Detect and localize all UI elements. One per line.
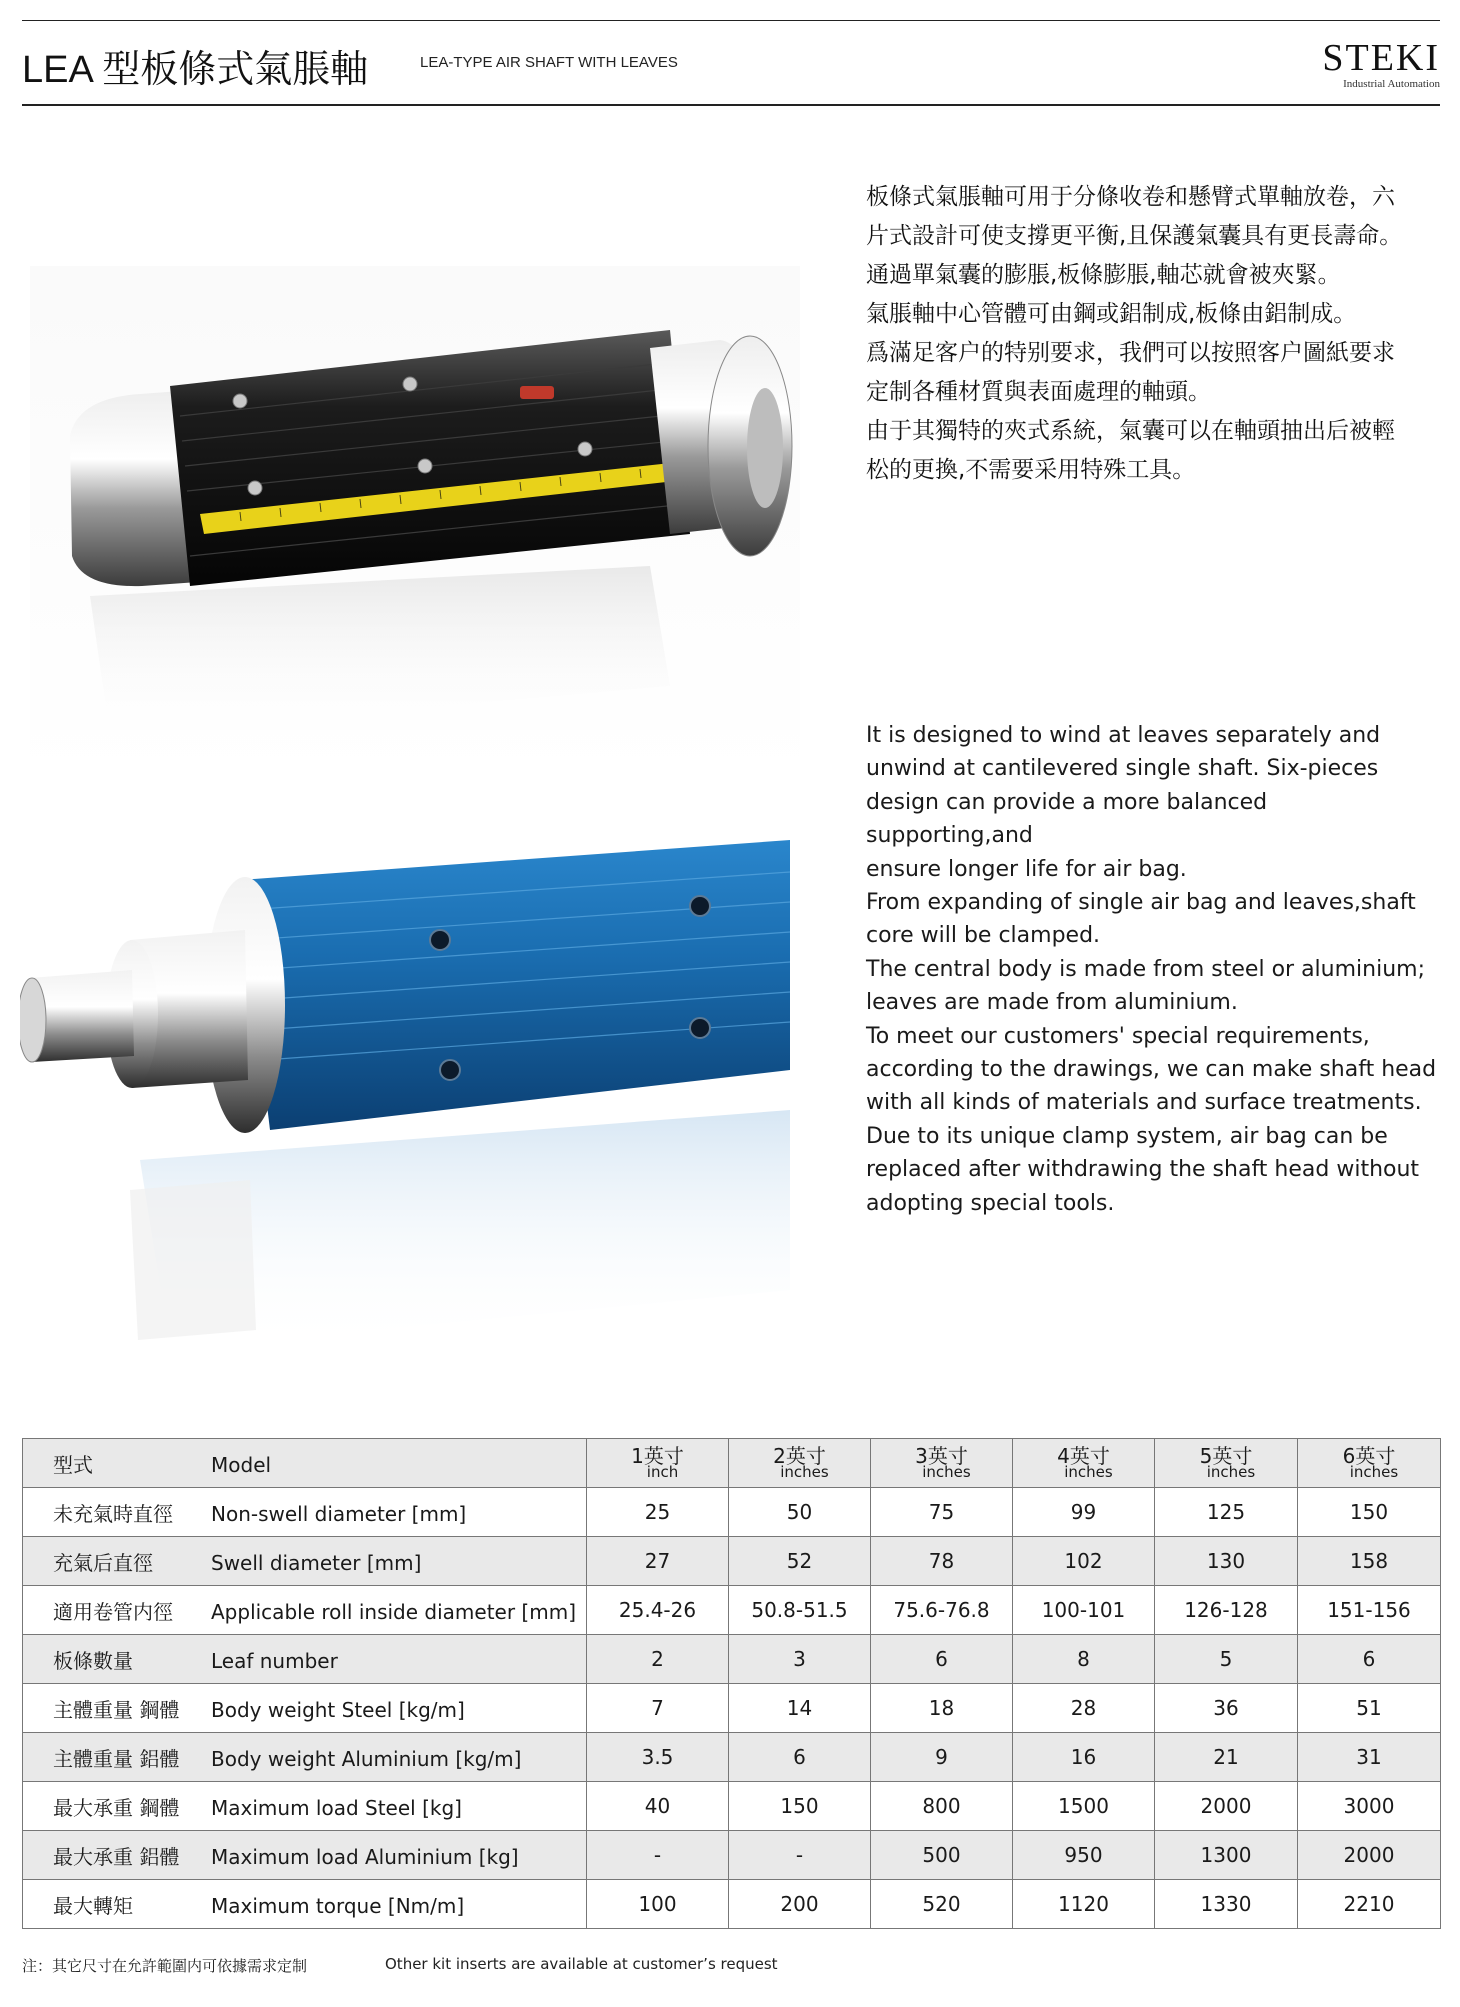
table-row xyxy=(23,1635,1441,1684)
table-cell: 2000 xyxy=(1298,1831,1441,1880)
description-en xyxy=(866,719,1440,1220)
description-en-line: ensure longer life for air bag. xyxy=(866,856,1187,882)
header-size-zh: 5英寸 xyxy=(1199,1444,1253,1468)
row-label-zh: 主體重量 鋼體 xyxy=(53,1697,180,1722)
page-title: LEA 型板條式氣脹軸 xyxy=(22,49,369,91)
table-cell: 125 xyxy=(1155,1488,1298,1537)
table-row xyxy=(23,1488,1441,1537)
row-label-zh: 主體重量 鋁體 xyxy=(53,1746,180,1771)
table-cell: 51 xyxy=(1298,1684,1441,1733)
table-row xyxy=(23,1537,1441,1586)
description-zh xyxy=(866,178,1440,490)
description-zh-line: 松的更換,不需要采用特殊工具。 xyxy=(866,457,1196,483)
table-row xyxy=(23,1782,1441,1831)
description-zh-line: 片式設計可使支撐更平衡,且保護氣囊具有更長壽命。 xyxy=(866,223,1403,249)
table-cell: 800 xyxy=(871,1782,1013,1831)
header-size-zh: 6英寸 xyxy=(1342,1444,1396,1468)
row-label-zh: 最大承重 鋁體 xyxy=(53,1844,180,1869)
table-cell: 78 xyxy=(871,1537,1013,1586)
table-cell: 25 xyxy=(587,1488,729,1537)
header-size-zh: 2英寸 xyxy=(773,1444,826,1468)
table-cell: 28 xyxy=(1013,1684,1155,1733)
header-size-unit: inch xyxy=(646,1463,679,1481)
row-label xyxy=(23,1586,587,1635)
header-size-unit: inches xyxy=(922,1463,971,1481)
row-label-zh: 未充氣時直徑 xyxy=(53,1501,173,1526)
header-size-unit: inches xyxy=(1349,1463,1399,1481)
table-cell: 7 xyxy=(587,1684,729,1733)
header-model-zh: 型式 xyxy=(53,1452,93,1477)
row-label-zh: 最大承重 鋼體 xyxy=(53,1795,180,1820)
description-zh-line: 氣脹軸中心管體可由鋼或鋁制成,板條由鋁制成。 xyxy=(866,301,1357,327)
table-cell: 52 xyxy=(729,1537,871,1586)
table-row xyxy=(23,1684,1441,1733)
table-row xyxy=(23,1586,1441,1635)
row-label xyxy=(23,1733,587,1782)
table-cell: 6 xyxy=(729,1733,871,1782)
table-row xyxy=(23,1880,1441,1929)
description-en-line: replaced after withdrawing the shaft head without xyxy=(866,1157,1420,1183)
row-label-zh: 適用卷管内徑 xyxy=(53,1599,173,1624)
table-cell: 36 xyxy=(1155,1684,1298,1733)
table-cell: 3000 xyxy=(1298,1782,1441,1831)
row-label-en: Body weight Aluminium [kg/m] xyxy=(211,1746,522,1771)
table-cell: 2000 xyxy=(1155,1782,1298,1831)
table-cell: 100 xyxy=(587,1880,729,1929)
table-cell: 3.5 xyxy=(587,1733,729,1782)
table-cell: 50 xyxy=(729,1488,871,1537)
table-cell: 2 xyxy=(587,1635,729,1684)
row-label-en: Applicable roll inside diameter [mm] xyxy=(211,1599,576,1624)
table-cell: 1330 xyxy=(1155,1880,1298,1929)
table-cell: 100-101 xyxy=(1013,1586,1155,1635)
spec-table xyxy=(22,1438,1441,1929)
row-label-en: Non-swell diameter [mm] xyxy=(211,1501,467,1526)
description-zh-line: 爲滿足客户的特别要求，我們可以按照客户圖紙要求 xyxy=(866,340,1395,366)
table-cell: 200 xyxy=(729,1880,871,1929)
row-label xyxy=(23,1782,587,1831)
description-en-line: leaves are made from aluminium. xyxy=(866,990,1238,1016)
row-label-en: Body weight Steel [kg/m] xyxy=(211,1697,465,1722)
table-cell: 1300 xyxy=(1155,1831,1298,1880)
description-en-line: adopting special tools. xyxy=(866,1190,1115,1216)
brand-logo xyxy=(1300,36,1440,92)
table-cell: 50.8-51.5 xyxy=(729,1586,871,1635)
description-en-line: according to the drawings, we can make shaft head xyxy=(866,1057,1437,1083)
row-label-en: Maximum load Aluminium [kg] xyxy=(211,1844,519,1869)
description-en-line: Due to its unique clamp system, air bag can be xyxy=(866,1123,1388,1149)
product-photo-blue-shaft xyxy=(20,830,790,1350)
header-size-cell xyxy=(1298,1439,1441,1488)
description-en-line: To meet our customers' special requirements, xyxy=(866,1023,1370,1049)
table-cell: 500 xyxy=(871,1831,1013,1880)
header-size-unit: inches xyxy=(1206,1463,1256,1481)
header-rule-top xyxy=(22,20,1440,21)
header-model-cell xyxy=(23,1439,587,1488)
table-cell: 2210 xyxy=(1298,1880,1441,1929)
product-photo-black-shaft xyxy=(30,266,800,786)
header-size-zh: 1英寸 xyxy=(631,1444,684,1468)
table-cell: 151-156 xyxy=(1298,1586,1441,1635)
table-cell: 1120 xyxy=(1013,1880,1155,1929)
table-cell: 14 xyxy=(729,1684,871,1733)
row-label xyxy=(23,1537,587,1586)
table-cell: 5 xyxy=(1155,1635,1298,1684)
row-label xyxy=(23,1488,587,1537)
description-en-line: with all kinds of materials and surface treatments. xyxy=(866,1090,1422,1116)
row-label xyxy=(23,1880,587,1929)
table-cell: 9 xyxy=(871,1733,1013,1782)
table-cell: 25.4-26 xyxy=(587,1586,729,1635)
table-cell: 75.6-76.8 xyxy=(871,1586,1013,1635)
footnote-en: Other kit inserts are available at customer’s request xyxy=(385,1955,778,1973)
description-en-line: core will be clamped. xyxy=(866,923,1101,949)
blue-air-shaft-illustration xyxy=(20,830,790,1350)
header-size-unit: inches xyxy=(780,1463,829,1481)
description-zh-line: 定制各種材質與表面處理的軸頭。 xyxy=(866,379,1211,405)
header-rule-bottom xyxy=(22,104,1440,106)
table-header-row xyxy=(23,1439,1441,1488)
table-cell: - xyxy=(587,1831,729,1880)
footnote-zh: 注：其它尺寸在允許範圍内可依據需求定制 xyxy=(22,1957,308,1975)
table-cell: 1500 xyxy=(1013,1782,1155,1831)
table-cell: 150 xyxy=(729,1782,871,1831)
table-cell: 6 xyxy=(1298,1635,1441,1684)
table-cell: 40 xyxy=(587,1782,729,1831)
description-en-line: unwind at cantilevered single shaft. Six-pieces xyxy=(866,756,1379,782)
row-label-en: Leaf number xyxy=(211,1648,338,1673)
black-air-shaft-illustration xyxy=(30,266,800,786)
logo-tagline: Industrial Automation xyxy=(1343,78,1440,90)
table-cell: 126-128 xyxy=(1155,1586,1298,1635)
header-size-cell xyxy=(871,1439,1013,1488)
table-cell: 150 xyxy=(1298,1488,1441,1537)
table-row xyxy=(23,1831,1441,1880)
header-model-en: Model xyxy=(211,1452,272,1477)
description-en-line: design can provide a more balanced supporting,and xyxy=(866,789,1268,849)
description-zh-line: 由于其獨特的夾式系統，氣囊可以在軸頭抽出后被輕 xyxy=(866,418,1395,444)
table-cell: 16 xyxy=(1013,1733,1155,1782)
header-size-unit: inches xyxy=(1064,1463,1113,1481)
header-size-zh: 4英寸 xyxy=(1057,1444,1110,1468)
table-cell: 8 xyxy=(1013,1635,1155,1684)
table-cell: 950 xyxy=(1013,1831,1155,1880)
row-label-zh: 充氣后直徑 xyxy=(53,1550,153,1575)
header-size-cell xyxy=(587,1439,729,1488)
row-label-en: Maximum torque [Nm/m] xyxy=(211,1893,465,1918)
row-label-en: Maximum load Steel [kg] xyxy=(211,1795,462,1820)
table-cell: 99 xyxy=(1013,1488,1155,1537)
table-cell: 520 xyxy=(871,1880,1013,1929)
table-cell: 3 xyxy=(729,1635,871,1684)
row-label xyxy=(23,1684,587,1733)
description-en-line: It is designed to wind at leaves separately and xyxy=(866,723,1381,748)
table-cell: 130 xyxy=(1155,1537,1298,1586)
row-label-zh: 最大轉矩 xyxy=(53,1893,133,1918)
header-size-cell xyxy=(1013,1439,1155,1488)
header-size-cell xyxy=(729,1439,871,1488)
description-en-line: From expanding of single air bag and leaves,shaft xyxy=(866,890,1416,916)
header-size-zh: 3英寸 xyxy=(915,1444,968,1468)
table-cell: 21 xyxy=(1155,1733,1298,1782)
table-cell: - xyxy=(729,1831,871,1880)
table-cell: 6 xyxy=(871,1635,1013,1684)
page-subtitle: LEA-TYPE AIR SHAFT WITH LEAVES xyxy=(420,54,678,71)
row-label xyxy=(23,1635,587,1684)
table-row xyxy=(23,1733,1441,1782)
table-cell: 158 xyxy=(1298,1537,1441,1586)
description-en-line: The central body is made from steel or aluminium; xyxy=(866,956,1425,982)
row-label-zh: 板條數量 xyxy=(53,1648,133,1673)
table-cell: 27 xyxy=(587,1537,729,1586)
description-zh-line: 通過單氣囊的膨脹,板條膨脹,軸芯就會被夾緊。 xyxy=(866,262,1341,288)
header-size-cell xyxy=(1155,1439,1298,1488)
table-cell: 31 xyxy=(1298,1733,1441,1782)
table-cell: 102 xyxy=(1013,1537,1155,1586)
description-zh-line: 板條式氣脹軸可用于分條收卷和懸臂式單軸放卷，六 xyxy=(866,184,1395,210)
table-cell: 75 xyxy=(871,1488,1013,1537)
logo-wordmark: STEKI xyxy=(1322,37,1440,79)
row-label xyxy=(23,1831,587,1880)
table-cell: 18 xyxy=(871,1684,1013,1733)
row-label-en: Swell diameter [mm] xyxy=(211,1550,422,1575)
